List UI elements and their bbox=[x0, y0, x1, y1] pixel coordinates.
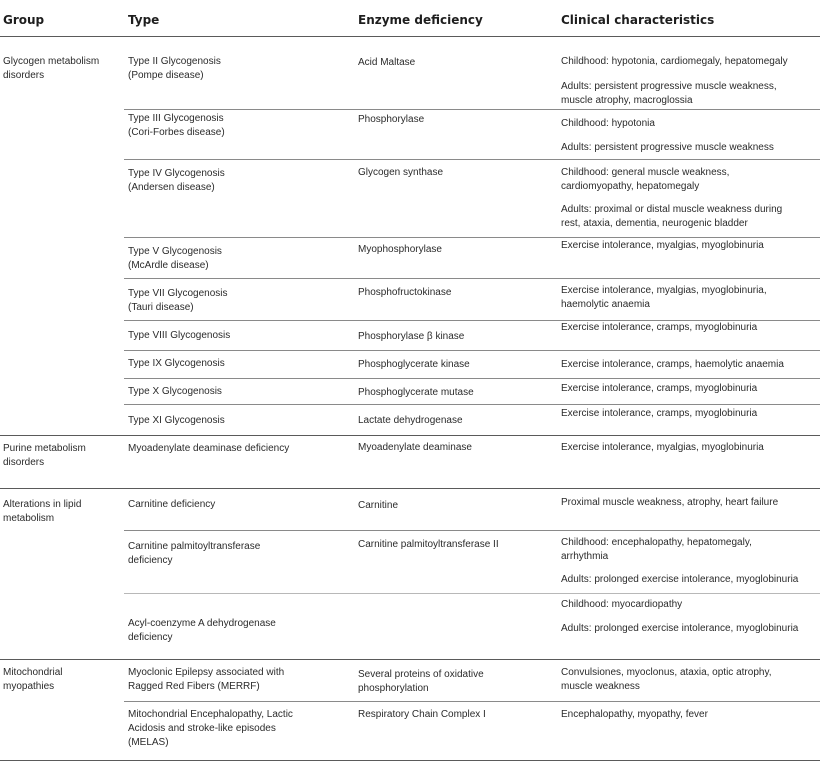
header-rule bbox=[0, 36, 820, 37]
enzyme-cell: Several proteins of oxidative phosphorylation bbox=[358, 669, 484, 694]
clinical-cell: Childhood: hypotonia bbox=[561, 118, 655, 129]
type-cell: Type V Glycogenosis (McArdle disease) bbox=[128, 246, 222, 271]
group-cell: Mitochondrial myopathies bbox=[3, 667, 63, 692]
row-divider bbox=[124, 350, 820, 351]
type-cell: Type VII Glycogenosis (Tauri disease) bbox=[128, 288, 228, 313]
row-divider bbox=[124, 278, 820, 279]
type-cell: Type IX Glycogenosis bbox=[128, 358, 225, 369]
row-divider bbox=[124, 159, 820, 160]
header-type: Type bbox=[128, 13, 160, 27]
clinical-cell: Exercise intolerance, cramps, haemolytic anaemia bbox=[561, 359, 784, 370]
clinical-cell: Exercise intolerance, myalgias, myoglobinuria bbox=[561, 442, 764, 453]
clinical-cell: Childhood: encephalopathy, hepatomegaly, arrhythmia bbox=[561, 537, 752, 562]
clinical-cell: Childhood: general muscle weakness, cardiomyopathy, hepatomegaly bbox=[561, 167, 730, 192]
type-cell: Carnitine deficiency bbox=[128, 499, 216, 510]
header-enzyme: Enzyme deficiency bbox=[358, 13, 483, 27]
row-divider bbox=[124, 530, 820, 531]
type-cell: Mitochondrial Encephalopathy, Lactic Acidosis and stroke-like episodes (MELAS) bbox=[128, 709, 293, 748]
group-rule bbox=[0, 659, 820, 660]
clinical-cell: Adults: proximal or distal muscle weakness during rest, ataxia, dementia, neurogenic bladder bbox=[561, 204, 783, 229]
type-cell: Myoadenylate deaminase deficiency bbox=[128, 443, 290, 454]
clinical-cell: Convulsiones, myoclonus, ataxia, optic atrophy, muscle weakness bbox=[561, 667, 772, 692]
group-cell: Glycogen metabolism disorders bbox=[3, 56, 100, 81]
enzyme-cell: Acid Maltase bbox=[358, 57, 416, 68]
enzyme-cell: Phosphorylase bbox=[358, 114, 425, 125]
group-rule bbox=[0, 488, 820, 489]
row-divider bbox=[124, 109, 820, 110]
enzyme-cell: Phosphoglycerate kinase bbox=[358, 359, 470, 370]
enzyme-cell: Respiratory Chain Complex I bbox=[358, 709, 486, 720]
enzyme-cell: Lactate dehydrogenase bbox=[358, 415, 463, 426]
enzyme-cell: Carnitine bbox=[358, 500, 399, 511]
row-divider bbox=[124, 593, 820, 594]
clinical-cell: Exercise intolerance, cramps, myoglobinuria bbox=[561, 408, 758, 419]
enzyme-cell: Glycogen synthase bbox=[358, 167, 444, 178]
clinical-cell: Adults: prolonged exercise intolerance, myoglobinuria bbox=[561, 623, 799, 634]
group-cell: Alterations in lipid metabolism bbox=[3, 499, 82, 524]
type-cell: Type IV Glycogenosis (Andersen disease) bbox=[128, 168, 225, 193]
clinical-cell: Exercise intolerance, myalgias, myoglobinuria bbox=[561, 240, 764, 251]
type-cell: Acyl-coenzyme A dehydrogenase deficiency bbox=[128, 618, 276, 643]
enzyme-cell: Carnitine palmitoyltransferase II bbox=[358, 539, 499, 550]
type-cell: Myoclonic Epilepsy associated with Ragged Red Fibers (MERRF) bbox=[128, 667, 285, 692]
enzyme-cell: Phosphofructokinase bbox=[358, 287, 452, 298]
enzyme-cell: Myoadenylate deaminase bbox=[358, 442, 472, 453]
clinical-cell: Adults: persistent progressive muscle weakness, muscle atrophy, macroglossia bbox=[561, 81, 777, 106]
row-divider bbox=[124, 378, 820, 379]
clinical-cell: Adults: persistent progressive muscle weakness bbox=[561, 142, 774, 153]
group-cell: Purine metabolism disorders bbox=[3, 443, 86, 468]
enzyme-cell: Phosphorylase β kinase bbox=[358, 331, 465, 342]
header-clinical: Clinical characteristics bbox=[561, 13, 715, 27]
clinical-cell: Proximal muscle weakness, atrophy, heart failure bbox=[561, 497, 779, 508]
clinical-cell: Exercise intolerance, cramps, myoglobinuria bbox=[561, 322, 758, 333]
clinical-cell: Exercise intolerance, myalgias, myoglobinuria, haemolytic anaemia bbox=[561, 285, 767, 310]
type-cell: Type XI Glycogenosis bbox=[128, 415, 225, 426]
type-cell: Carnitine palmitoyltransferase deficiency bbox=[128, 541, 261, 566]
row-divider bbox=[124, 237, 820, 238]
type-cell: Type X Glycogenosis bbox=[128, 386, 222, 397]
table-bottom-rule bbox=[0, 760, 820, 761]
type-cell: Type II Glycogenosis (Pompe disease) bbox=[128, 56, 221, 81]
header-group: Group bbox=[3, 13, 45, 27]
row-divider bbox=[124, 404, 820, 405]
type-cell: Type III Glycogenosis (Cori-Forbes disease) bbox=[128, 113, 225, 138]
enzyme-cell: Phosphoglycerate mutase bbox=[358, 387, 474, 398]
clinical-cell: Encephalopathy, myopathy, fever bbox=[561, 709, 708, 720]
clinical-cell: Exercise intolerance, cramps, myoglobinuria bbox=[561, 383, 758, 394]
type-cell: Type VIII Glycogenosis bbox=[128, 330, 231, 341]
group-rule bbox=[0, 435, 820, 436]
enzyme-cell: Myophosphorylase bbox=[358, 244, 442, 255]
clinical-cell: Childhood: myocardiopathy bbox=[561, 599, 683, 610]
clinical-cell: Adults: prolonged exercise intolerance, myoglobinuria bbox=[561, 574, 799, 585]
row-divider bbox=[124, 701, 820, 702]
clinical-cell: Childhood: hypotonia, cardiomegaly, hepatomegaly bbox=[561, 56, 788, 67]
